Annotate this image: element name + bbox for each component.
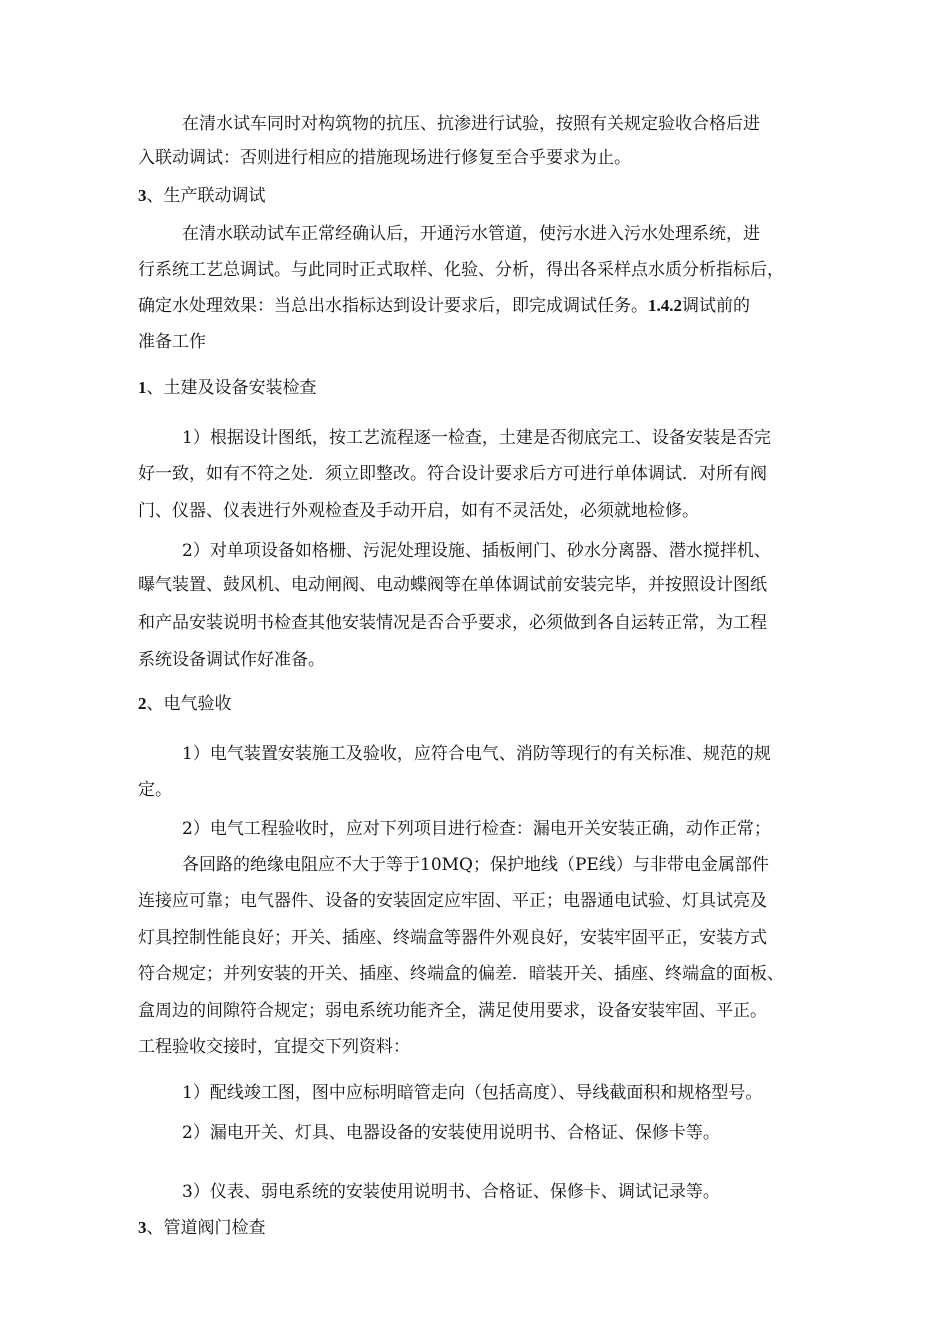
body-paragraph-line: 连接应可靠；电气器件、设备的安装固定应牢固、平正；电器通电试验、灯具试亮及: [138, 891, 767, 911]
section-number: 3: [138, 186, 147, 205]
body-paragraph-line: 行系统工艺总调试。与此同时正式取样、化验、分析，得出各采样点水质分析指标后，: [138, 260, 784, 280]
section-number: 2: [138, 694, 147, 713]
section-heading-text: 、管道阀门检查: [146, 1218, 266, 1238]
list-item-line: 2）对单项设备如格栅、污泥处理设施、插板闸门、砂水分离器、潜水搅拌机、: [182, 541, 771, 561]
section-heading: [138, 376, 317, 400]
section-heading-text: 、电气验收: [146, 694, 232, 714]
body-paragraph-line: 盒周边的间隙符合规定；弱电系统功能齐全，满足使用要求，设备安装牢固、平正。: [138, 1001, 767, 1021]
body-paragraph-line: 在清水联动试车正常经确认后，开通污水管道，使污水进入污水处理系统，进: [182, 224, 760, 244]
body-paragraph-line: 好一致，如有不符之处．须立即整改。符合设计要求后方可进行单体调试．对所有阀: [138, 464, 767, 484]
subsection-number: 1.4.2: [648, 296, 682, 315]
section-number: 3: [138, 1218, 147, 1237]
body-paragraph-line: 符合规定；并列安装的开关、插座、终端盒的偏差．暗装开关、插座、终端盒的面板、: [138, 964, 784, 984]
body-paragraph-line: 曝气装置、鼓风机、电动闸阀、电动蝶阀等在单体调试前安装完毕，并按照设计图纸: [138, 575, 767, 595]
body-paragraph-line: 和产品安装说明书检查其他安装情况是否合乎要求，必须做到各自运转正常，为工程: [138, 613, 767, 633]
section-heading: [138, 184, 266, 208]
body-paragraph-line: 各回路的绝缘电阻应不大于等于10MQ；保护地线（PE线）与非带电金属部件: [182, 855, 769, 875]
list-item-line: 3）仪表、弱电系统的安装使用说明书、合格证、保修卡、调试记录等。: [182, 1182, 720, 1202]
body-paragraph-line: 门、仪器、仪表进行外观检查及手动开启，如有不灵活处，必须就地检修。: [138, 501, 699, 521]
list-item-line: 2）漏电开关、灯具、电器设备的安装使用说明书、合格证、保修卡等。: [182, 1123, 720, 1143]
list-item-line: 1）电气装置安装施工及验收，应符合电气、消防等现行的有关标准、规范的规: [182, 744, 771, 764]
body-paragraph-line: 在清水试车同时对构筑物的抗压、抗渗进行试验，按照有关规定验收合格后进: [182, 114, 760, 134]
body-paragraph-line: 系统设备调试作好准备。: [138, 650, 325, 670]
body-paragraph-line: 工程验收交接时，宜提交下列资料：: [138, 1037, 410, 1057]
body-paragraph-line: 定。: [138, 780, 172, 800]
section-heading: [138, 1216, 266, 1240]
section-heading: [138, 692, 232, 716]
list-item-line: 1）根据设计图纸，按工艺流程逐一检查，土建是否彻底完工、设备安装是否完: [182, 428, 771, 448]
section-heading-text: 、生产联动调试: [146, 186, 266, 206]
list-item-line: 2）电气工程验收时，应对下列项目进行检查：漏电开关安装正确，动作正常；: [182, 819, 771, 839]
subsection-heading-text: 调试前的: [682, 296, 750, 316]
body-paragraph-line: 灯具控制性能良好；开关、插座、终端盒等器件外观良好，安装牢固平正，安装方式: [138, 928, 767, 948]
section-number: 1: [138, 378, 147, 397]
body-paragraph-line: [138, 294, 750, 318]
body-text: 确定水处理效果：当总出水指标达到设计要求后，即完成调试任务。: [138, 296, 648, 316]
list-item-line: 1）配线竣工图，图中应标明暗管走向（包括高度）、导线截面积和规格型号。: [182, 1083, 763, 1103]
section-heading-text: 、土建及设备安装检查: [146, 378, 317, 398]
subsection-heading-continued: 准备工作: [138, 332, 206, 352]
body-paragraph-line: 入联动调试：否则进行相应的措施现场进行修复至合乎要求为止。: [138, 148, 631, 168]
